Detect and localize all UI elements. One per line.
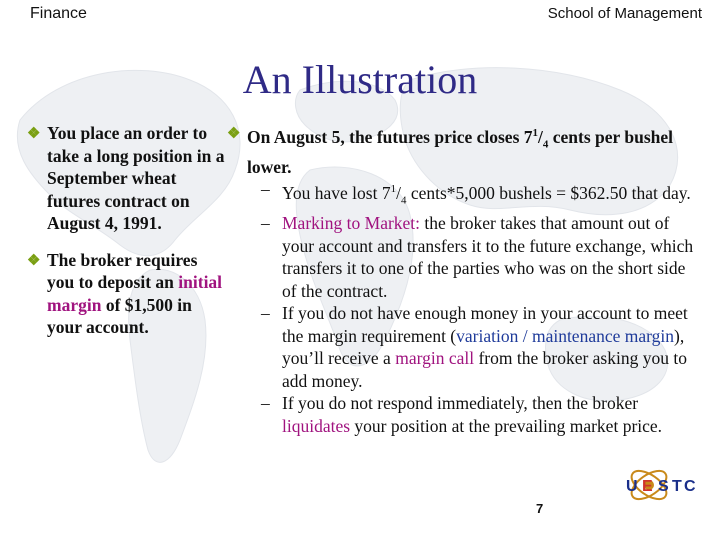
sub-4-text-1: If you do not respond immediately, then the broker	[282, 393, 639, 414]
fraction	[390, 183, 407, 207]
diamond-bullet-icon: ❖	[27, 126, 41, 142]
right-column	[227, 122, 697, 437]
sub-1-text-1: You have lost 7	[282, 183, 391, 204]
initial-margin-term: initial margin	[47, 272, 223, 315]
sub-bullet-2	[261, 212, 697, 302]
sub-2-text: the broker takes that amount out of your account and transfers it to the future exchange, which transfers it to one of the parties who was on the short side of the contract.	[282, 213, 694, 301]
sub-1-text-2: cents*5,000 bushels = $362.50 that day.	[406, 183, 691, 204]
variation-maintenance-margin-term: variation / maintenance margin	[456, 325, 675, 346]
fraction-numerator: 1	[390, 183, 397, 196]
logo-letter-t: T	[672, 478, 682, 495]
sub-bullet-3	[261, 302, 697, 392]
header-left-label: Finance	[30, 5, 87, 22]
sub-bullet-4	[261, 392, 697, 437]
slide-title: An Illustration	[242, 57, 478, 102]
fraction-numerator: 1	[532, 127, 539, 139]
sub-3-text-1: If you do not have enough money in your account to meet the margin requirement (	[282, 303, 688, 346]
marking-to-market-term: Marking to Market:	[282, 213, 421, 234]
sub-bullet-1	[261, 178, 697, 212]
fraction	[532, 126, 549, 151]
header-right-label: School of Management	[547, 5, 702, 22]
diamond-bullet-icon: ❖	[27, 252, 41, 269]
fraction-denominator: 4	[542, 138, 549, 151]
logo-letter-u: U	[626, 478, 638, 495]
logo-letter-e: E	[642, 478, 653, 495]
dash-marker: –	[261, 393, 270, 414]
logo-letter-s: S	[658, 478, 669, 495]
dash-marker: –	[261, 303, 270, 324]
right-main-text-1: On August 5, the futures price closes 7	[247, 126, 533, 147]
left-bullet-2-text-1: The broker requires you to deposit an	[47, 249, 198, 292]
page-number: 7	[536, 501, 544, 516]
logo-letter-c: C	[684, 478, 696, 495]
fraction-slash: /	[396, 183, 401, 204]
sub-4-text-2: your position at the prevailing market price.	[350, 415, 663, 436]
diamond-bullet-icon: ❖	[227, 126, 241, 142]
left-bullet-1	[27, 122, 227, 235]
uestc-logo	[622, 455, 712, 527]
dash-marker: –	[261, 179, 270, 200]
fraction-slash: /	[538, 126, 543, 147]
right-main-text-2: cents per bushel lower.	[247, 126, 674, 177]
margin-call-term: margin call	[395, 348, 475, 369]
right-main-bullet	[227, 122, 697, 178]
left-bullet-1-text: You place an order to take a long position in a September wheat futures contract on August 4, 1991.	[47, 123, 225, 233]
sub-3-text-2: ), you’ll receive a	[282, 325, 685, 369]
dash-marker: –	[261, 213, 270, 234]
left-bullet-2	[27, 249, 227, 339]
fraction-denominator: 4	[400, 194, 407, 207]
left-column	[27, 122, 227, 351]
sub-3-text-3: from the broker asking you to add money.	[282, 348, 687, 391]
left-bullet-2-text-2: of $1,500 in your account.	[47, 294, 192, 337]
liquidates-term: liquidates	[282, 415, 351, 436]
